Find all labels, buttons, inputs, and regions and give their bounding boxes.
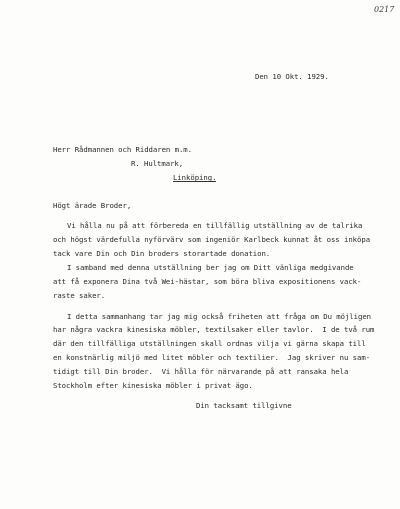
body-line: där den tillfälliga utställningen skall ordnas vilja vi gärna skapa till (53, 339, 366, 348)
body-line: tack vare Din och Din broders storartade donation. (53, 249, 271, 258)
body-line: Stockholm efter kinesiska möbler i privat ägo. (53, 381, 253, 390)
recipient-city: Linköping. (173, 173, 217, 182)
body-line: I detta sammanhang tar jag mig också friheten att fråga om Du möjligen (67, 312, 372, 321)
letter-date: Den 10 Okt. 1929. (255, 72, 329, 81)
body-line: tidigt till Din broder. Vi hålla för närvarande på att ransaka hela (53, 367, 349, 376)
recipient-line-1: Herr Rådmannen och Riddaren m.m. (53, 145, 192, 154)
body-line: och högst värdefulla nyförvärv som ingeniör Karlbeck kunnat åt oss inköpa (53, 235, 371, 244)
body-line: Vi hålla nu på att förbereda en tillfällig utställning av de talrika (67, 221, 363, 230)
body-line: I samband med denna utställning ber jag om Ditt vänliga medgivande (67, 263, 354, 272)
salutation: Högt ärade Broder, (53, 201, 132, 210)
body-line: att få exponera Dina två Wei-hästar, som böra bliva expositionens vack- (53, 277, 362, 286)
body-line: raste saker. (53, 291, 106, 300)
body-line: en konstnärlig miljö med litet möbler och textilier. Jag skriver nu sam- (53, 353, 371, 362)
recipient-line-2: R. Hultmark, (131, 159, 184, 168)
archive-number: 0217 (374, 5, 395, 14)
closing: Din tacksamt tillgivne (196, 401, 292, 410)
body-line: har några vackra kinesiska möbler, textilsaker eller tavlor. I de två rum (53, 325, 375, 334)
